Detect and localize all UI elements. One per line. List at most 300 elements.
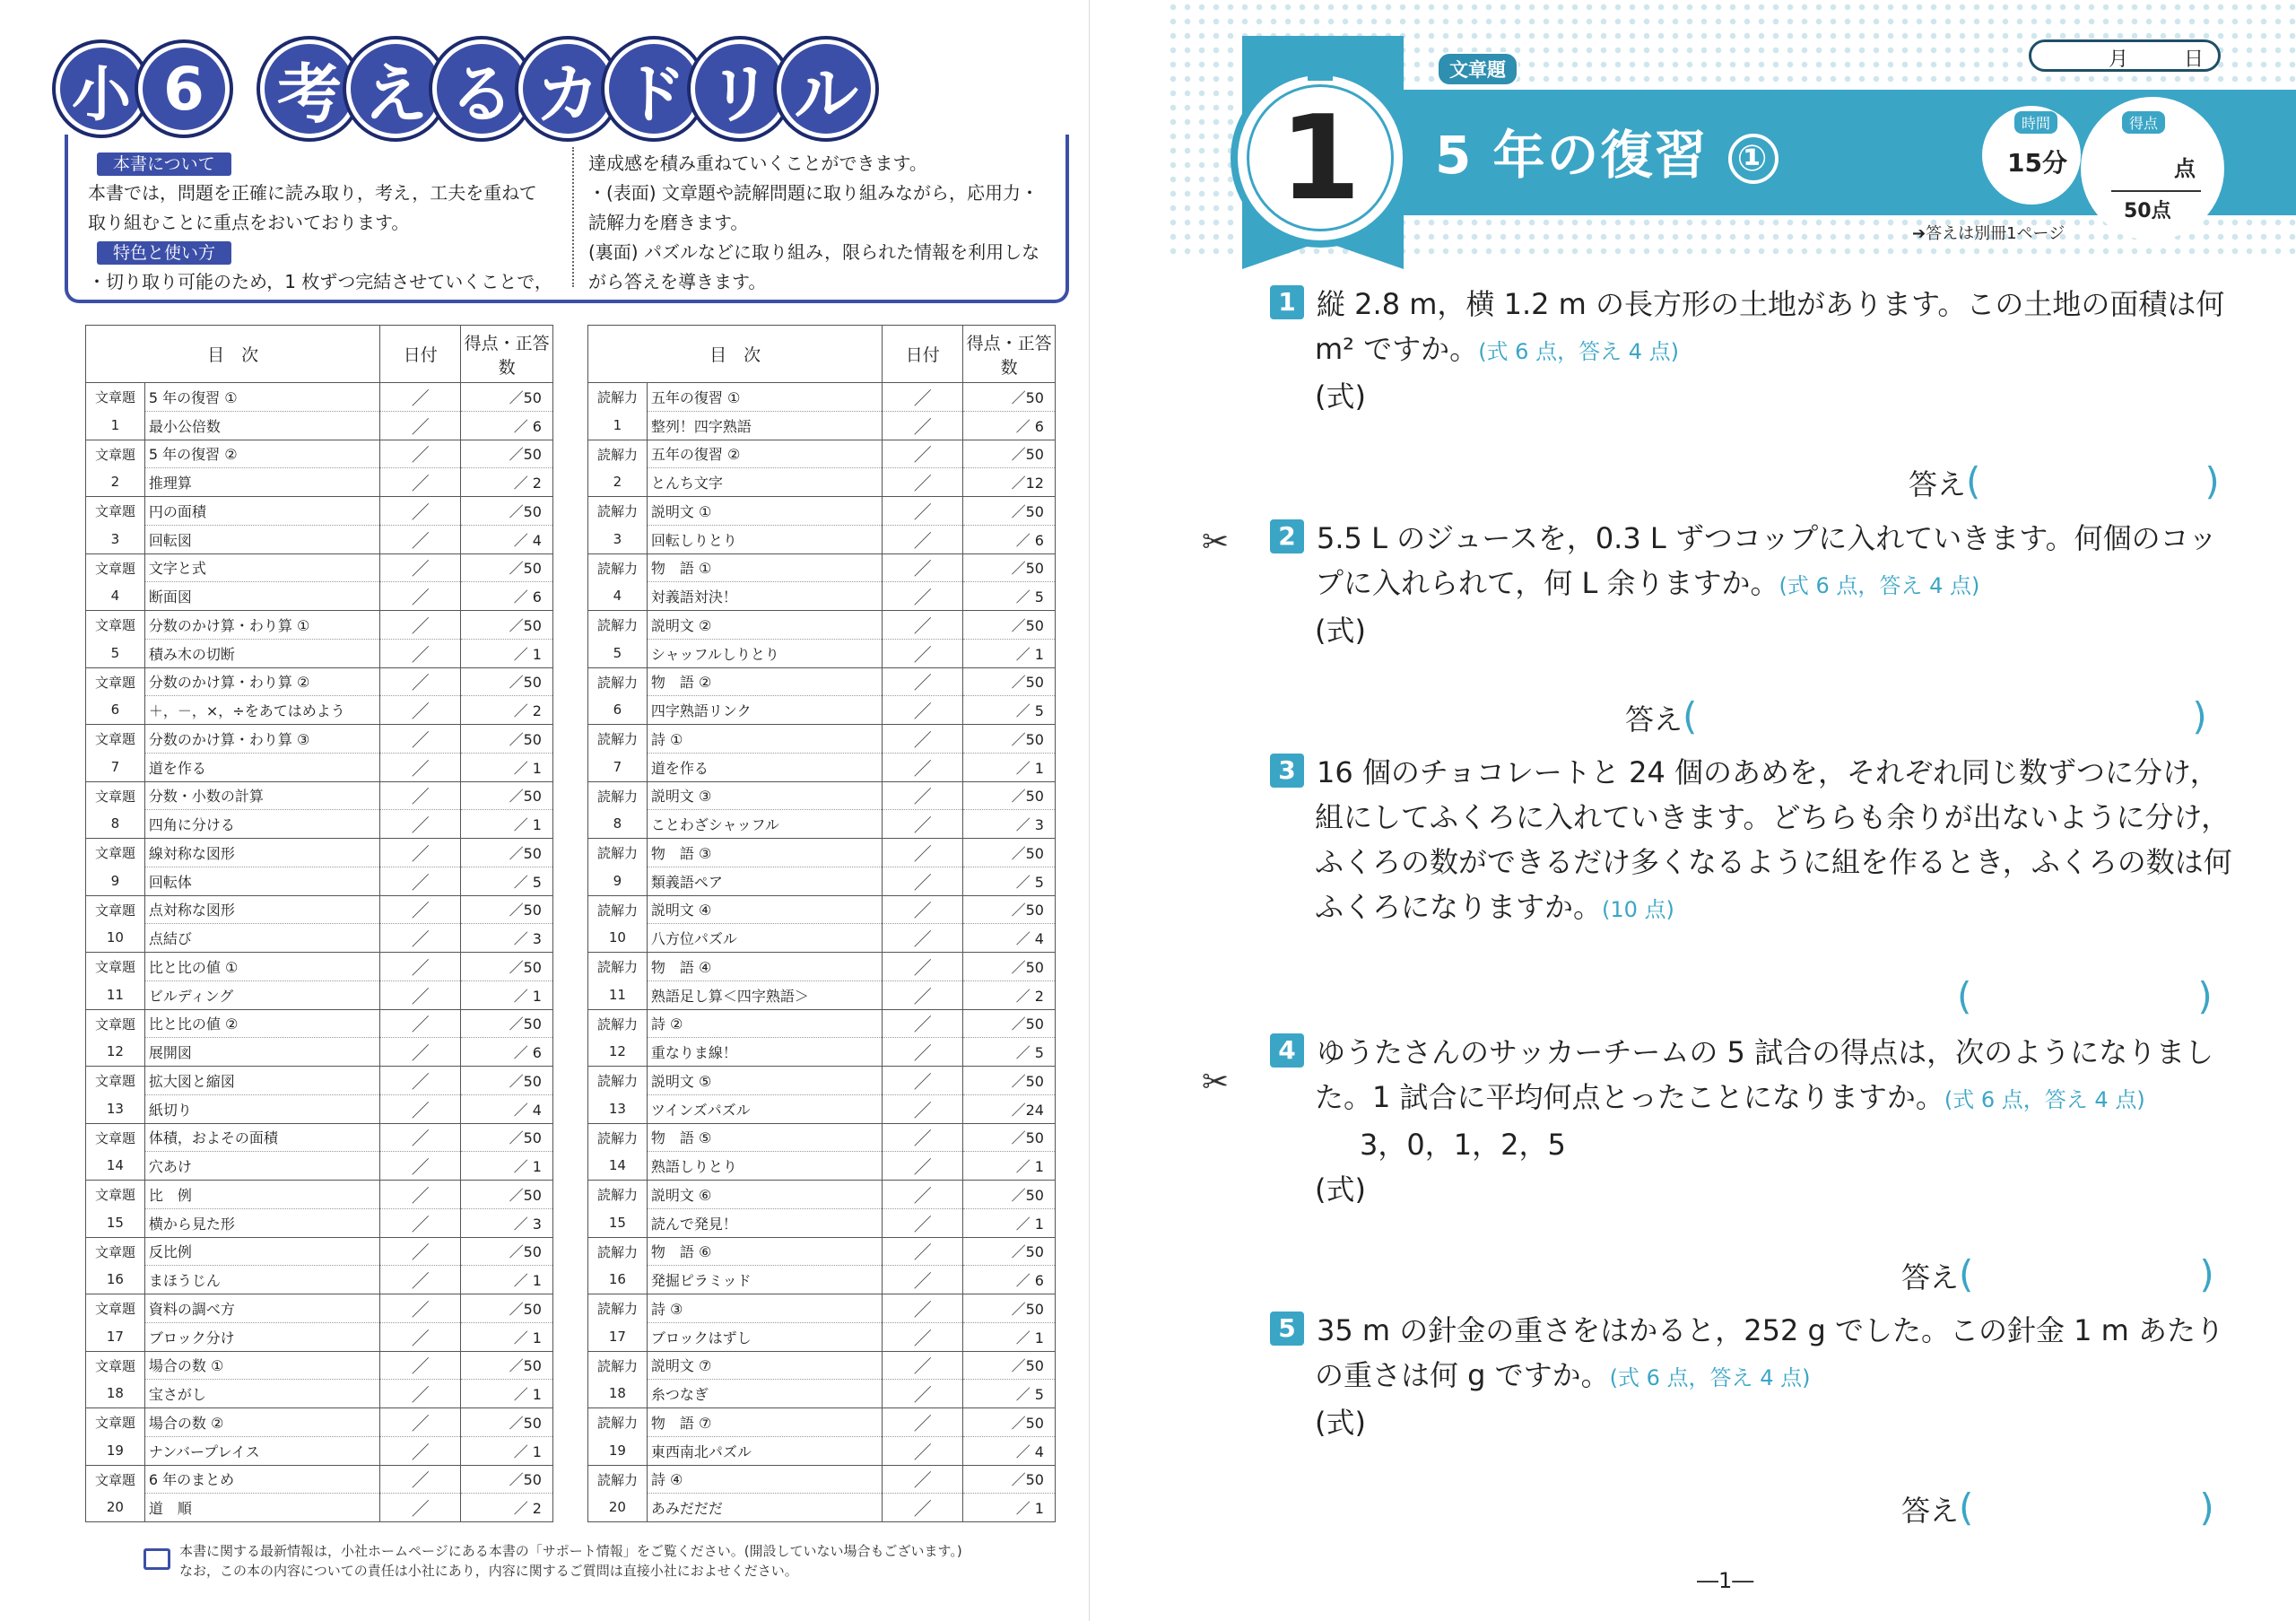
toc-date-cell[interactable]: ／ bbox=[380, 924, 461, 953]
question-text: の重さは何 g ですか。 bbox=[1315, 1358, 1610, 1392]
toc-score-cell[interactable]: ／ 2 bbox=[461, 1494, 553, 1522]
about-tag: 本書について bbox=[97, 153, 231, 176]
date-field[interactable] bbox=[2029, 39, 2221, 72]
formula-label: (式) bbox=[1315, 1172, 1366, 1207]
book-title bbox=[56, 39, 863, 138]
toc-score-cell[interactable]: ／ 3 bbox=[461, 1208, 553, 1237]
toc-date-cell[interactable]: ／ bbox=[380, 980, 461, 1009]
toc-score-cell[interactable]: ／ 5 bbox=[963, 1380, 1056, 1408]
question-points: (式 6 点，答え 4 点) bbox=[1944, 1087, 2145, 1112]
toc-date-cell[interactable]: ／ bbox=[883, 1009, 963, 1038]
toc-title: 分数のかけ算・わり算 ② bbox=[144, 667, 379, 696]
toc-date-cell[interactable]: ／ bbox=[883, 1152, 963, 1181]
toc-date-cell[interactable]: ／ bbox=[380, 611, 461, 640]
toc-title: シャッフルしりとり bbox=[647, 639, 882, 667]
toc-title: 説明文 ① bbox=[647, 497, 882, 526]
toc-category: 文章題 bbox=[86, 781, 145, 810]
feature-tag: 特色と使い方 bbox=[97, 241, 231, 265]
toc-score-cell[interactable]: ／50 bbox=[963, 895, 1056, 924]
toc-score-cell[interactable]: ／ 3 bbox=[963, 810, 1056, 839]
toc-score-cell[interactable]: ／50 bbox=[461, 781, 553, 810]
toc-row bbox=[588, 1038, 1056, 1067]
toc-score-cell[interactable]: ／50 bbox=[963, 1237, 1056, 1266]
toc-date-cell[interactable]: ／ bbox=[380, 1380, 461, 1408]
toc-category: 文章題 bbox=[86, 1181, 145, 1209]
toc-date-cell[interactable]: ／ bbox=[883, 810, 963, 839]
paren-close: ) bbox=[2205, 459, 2220, 503]
toc-date-cell[interactable]: ／ bbox=[883, 867, 963, 895]
toc-date-cell[interactable]: ／ bbox=[883, 1067, 963, 1095]
toc-score-cell[interactable]: ／ 5 bbox=[963, 1038, 1056, 1067]
toc-title: 詩 ③ bbox=[647, 1294, 882, 1323]
paren-close: ) bbox=[2199, 1486, 2214, 1529]
toc-number: 3 bbox=[588, 525, 648, 553]
toc-number: 13 bbox=[86, 1094, 145, 1123]
toc-title: とんち文字 bbox=[647, 468, 882, 497]
toc-date-cell[interactable]: ／ bbox=[380, 1266, 461, 1294]
toc-score-cell[interactable]: ／50 bbox=[963, 497, 1056, 526]
toc-number: 2 bbox=[86, 468, 145, 497]
toc-score-cell[interactable]: ／50 bbox=[963, 440, 1056, 468]
toc-date-cell[interactable]: ／ bbox=[380, 1181, 461, 1209]
toc-row bbox=[86, 497, 553, 526]
toc-score-cell[interactable]: ／50 bbox=[461, 497, 553, 526]
toc-score-cell[interactable]: ／50 bbox=[461, 611, 553, 640]
toc-score-cell[interactable]: ／ 1 bbox=[461, 1322, 553, 1351]
toc-row bbox=[588, 411, 1056, 440]
toc-date-cell[interactable]: ／ bbox=[883, 1465, 963, 1494]
toc-title: 詩 ④ bbox=[647, 1465, 882, 1494]
toc-row bbox=[588, 1494, 1056, 1522]
toc-score-cell[interactable]: ／ 5 bbox=[963, 867, 1056, 895]
toc-date-cell[interactable]: ／ bbox=[883, 525, 963, 553]
toc-score-cell[interactable]: ／50 bbox=[963, 1123, 1056, 1152]
toc-row bbox=[86, 924, 553, 953]
toc-title: 積み木の切断 bbox=[144, 639, 379, 667]
toc-date-cell[interactable]: ／ bbox=[380, 810, 461, 839]
toc-date-cell[interactable]: ／ bbox=[380, 725, 461, 754]
toc-date-cell[interactable]: ／ bbox=[380, 1436, 461, 1465]
toc-score-cell[interactable]: ／ 4 bbox=[963, 924, 1056, 953]
toc-date-cell[interactable]: ／ bbox=[380, 1009, 461, 1038]
toc-title: 物 語 ⑥ bbox=[647, 1237, 882, 1266]
toc-date-cell[interactable]: ／ bbox=[380, 867, 461, 895]
toc-score-cell[interactable]: ／12 bbox=[963, 468, 1056, 497]
toc-date-cell[interactable]: ／ bbox=[380, 497, 461, 526]
toc-row bbox=[588, 895, 1056, 924]
grade-char: 小 bbox=[56, 43, 147, 135]
toc-header-title: 目 次 bbox=[86, 326, 380, 383]
question-text: プに入れられて，何 L 余りますか。 bbox=[1315, 566, 1779, 600]
toc-title: 熟語しりとり bbox=[647, 1152, 882, 1181]
score-data: 3，0，1，2，5 bbox=[1360, 1128, 1566, 1162]
toc-row bbox=[86, 867, 553, 895]
toc-date-cell[interactable]: ／ bbox=[883, 924, 963, 953]
answer-label: 答え bbox=[1909, 467, 1967, 501]
toc-score-cell[interactable]: ／ 4 bbox=[461, 525, 553, 553]
toc-score-cell[interactable]: ／ 1 bbox=[963, 1208, 1056, 1237]
answer-field-2[interactable] bbox=[1625, 694, 2207, 738]
toc-title: 6 年のまとめ bbox=[144, 1465, 379, 1494]
toc-number: 11 bbox=[588, 980, 648, 1009]
toc-score-cell[interactable]: ／ 1 bbox=[461, 639, 553, 667]
toc-date-cell[interactable]: ／ bbox=[380, 1322, 461, 1351]
toc-number: 9 bbox=[86, 867, 145, 895]
toc-category: 文章題 bbox=[86, 383, 145, 412]
answer-field-3[interactable] bbox=[1957, 974, 2213, 1018]
toc-date-cell[interactable]: ／ bbox=[380, 1038, 461, 1067]
toc-date-cell[interactable]: ／ bbox=[380, 1152, 461, 1181]
toc-score-cell[interactable]: ／ 6 bbox=[963, 1266, 1056, 1294]
toc-score-cell[interactable]: ／50 bbox=[963, 1351, 1056, 1380]
toc-score-cell[interactable]: ／ 1 bbox=[461, 1152, 553, 1181]
toc-title: 体積，およその面積 bbox=[144, 1123, 379, 1152]
title-char: ド bbox=[604, 39, 703, 138]
toc-date-cell[interactable]: ／ bbox=[883, 1322, 963, 1351]
toc-date-cell[interactable]: ／ bbox=[883, 611, 963, 640]
toc-number: 20 bbox=[86, 1494, 145, 1522]
toc-category: 読解力 bbox=[588, 1237, 648, 1266]
toc-score-cell[interactable]: ／ 4 bbox=[963, 1436, 1056, 1465]
toc-header-date: 日付 bbox=[380, 326, 461, 383]
toc-number: 18 bbox=[86, 1380, 145, 1408]
toc-date-cell[interactable]: ／ bbox=[883, 1380, 963, 1408]
question-points: (式 6 点，答え 4 点) bbox=[1478, 339, 1679, 364]
paren-close: ) bbox=[2197, 974, 2213, 1018]
toc-score-cell[interactable]: ／50 bbox=[461, 667, 553, 696]
toc-number: 4 bbox=[86, 582, 145, 611]
toc-score-cell[interactable]: ／ 6 bbox=[963, 525, 1056, 553]
toc-date-cell[interactable]: ／ bbox=[883, 1408, 963, 1437]
toc-score-cell[interactable]: ／ 1 bbox=[461, 753, 553, 781]
toc-title: 説明文 ⑦ bbox=[647, 1351, 882, 1380]
toc-row bbox=[86, 781, 553, 810]
toc-row bbox=[588, 1067, 1056, 1095]
toc-category: 文章題 bbox=[86, 1067, 145, 1095]
toc-date-cell[interactable]: ／ bbox=[883, 383, 963, 412]
toc-date-cell[interactable]: ／ bbox=[883, 667, 963, 696]
toc-date-cell[interactable]: ／ bbox=[883, 468, 963, 497]
toc-score-cell[interactable]: ／24 bbox=[963, 1094, 1056, 1123]
toc-category: 文章題 bbox=[86, 895, 145, 924]
toc-date-cell[interactable]: ／ bbox=[883, 553, 963, 582]
toc-date-cell[interactable]: ／ bbox=[380, 781, 461, 810]
toc-date-cell[interactable]: ／ bbox=[380, 1351, 461, 1380]
toc-date-cell[interactable]: ／ bbox=[380, 839, 461, 867]
toc-number: 17 bbox=[588, 1322, 648, 1351]
toc-category: 読解力 bbox=[588, 440, 648, 468]
toc-score-cell[interactable]: ／ 1 bbox=[963, 1152, 1056, 1181]
toc-title: 反比例 bbox=[144, 1237, 379, 1266]
toc-date-cell[interactable]: ／ bbox=[883, 1494, 963, 1522]
toc-score-cell[interactable]: ／50 bbox=[461, 553, 553, 582]
toc-date-cell[interactable]: ／ bbox=[883, 725, 963, 754]
toc-score-cell[interactable]: ／ 3 bbox=[461, 924, 553, 953]
toc-category: 文章題 bbox=[86, 1009, 145, 1038]
toc-title: 横から見た形 bbox=[144, 1208, 379, 1237]
toc-row bbox=[86, 667, 553, 696]
toc-row bbox=[588, 1152, 1056, 1181]
toc-date-cell[interactable]: ／ bbox=[380, 383, 461, 412]
toc-row bbox=[588, 1322, 1056, 1351]
toc-score-cell[interactable]: ／50 bbox=[963, 611, 1056, 640]
toc-date-cell[interactable]: ／ bbox=[883, 411, 963, 440]
question-points: (式 6 点，答え 4 点) bbox=[1609, 1365, 1811, 1390]
toc-number: 5 bbox=[588, 639, 648, 667]
toc-date-cell[interactable]: ／ bbox=[380, 1067, 461, 1095]
toc-score-cell[interactable]: ／ 1 bbox=[461, 1380, 553, 1408]
toc-score-cell[interactable]: ／ 1 bbox=[461, 1266, 553, 1294]
toc-date-cell[interactable]: ／ bbox=[883, 1436, 963, 1465]
toc-score-cell[interactable]: ／50 bbox=[963, 953, 1056, 981]
footer-note bbox=[179, 1541, 1040, 1581]
about-column-left bbox=[88, 149, 554, 297]
toc-row bbox=[588, 1380, 1056, 1408]
toc-date-cell[interactable]: ／ bbox=[883, 1181, 963, 1209]
toc-row bbox=[588, 525, 1056, 553]
toc-row bbox=[86, 1351, 553, 1380]
toc-title: ツインズパズル bbox=[647, 1094, 882, 1123]
toc-score-cell[interactable]: ／50 bbox=[963, 1294, 1056, 1323]
toc-score-cell[interactable]: ／ 2 bbox=[461, 696, 553, 725]
toc-score-cell[interactable]: ／50 bbox=[963, 781, 1056, 810]
toc-score-cell[interactable]: ／50 bbox=[963, 553, 1056, 582]
toc-score-cell[interactable]: ／ 1 bbox=[963, 1322, 1056, 1351]
answer-field-1[interactable] bbox=[1909, 459, 2220, 503]
grade-char: 6 bbox=[138, 43, 230, 135]
toc-date-cell[interactable]: ／ bbox=[883, 753, 963, 781]
question-1 bbox=[1270, 282, 2266, 419]
page-number: ―1― bbox=[1697, 1568, 1754, 1593]
toc-date-cell[interactable]: ／ bbox=[380, 525, 461, 553]
toc-score-cell[interactable]: ／50 bbox=[461, 440, 553, 468]
toc-score-cell[interactable]: ／50 bbox=[461, 1408, 553, 1437]
toc-title: 資料の調べ方 bbox=[144, 1294, 379, 1323]
toc-category: 読解力 bbox=[588, 383, 648, 412]
toc-score-cell[interactable]: ／ 2 bbox=[963, 980, 1056, 1009]
toc-number: 9 bbox=[588, 867, 648, 895]
answer-field-5[interactable] bbox=[1901, 1486, 2214, 1529]
toc-date-cell[interactable]: ／ bbox=[883, 839, 963, 867]
toc-score-cell[interactable]: ／50 bbox=[963, 1181, 1056, 1209]
toc-date-cell[interactable]: ／ bbox=[883, 582, 963, 611]
toc-date-cell[interactable]: ／ bbox=[380, 1408, 461, 1437]
toc-date-cell[interactable]: ／ bbox=[883, 1294, 963, 1323]
toc-date-cell[interactable]: ／ bbox=[380, 1123, 461, 1152]
left-page bbox=[0, 0, 1090, 1621]
toc-row bbox=[588, 611, 1056, 640]
title-char: 考 bbox=[260, 39, 359, 138]
toc-title: 糸つなぎ bbox=[647, 1380, 882, 1408]
toc-date-cell[interactable]: ／ bbox=[380, 1494, 461, 1522]
toc-title: 物 語 ⑦ bbox=[647, 1408, 882, 1437]
toc-score-cell[interactable]: ／50 bbox=[461, 953, 553, 981]
toc-number: 4 bbox=[588, 582, 648, 611]
toc-date-cell[interactable]: ／ bbox=[883, 895, 963, 924]
toc-score-cell[interactable]: ／ 6 bbox=[461, 1038, 553, 1067]
toc-category: 文章題 bbox=[86, 1294, 145, 1323]
toc-row bbox=[588, 810, 1056, 839]
toc-score-cell[interactable]: ／ 6 bbox=[963, 411, 1056, 440]
paren-open: ( bbox=[1959, 1486, 1974, 1529]
question-text: ふくろになりますか。 bbox=[1315, 890, 1603, 924]
toc-score-cell[interactable]: ／50 bbox=[461, 725, 553, 754]
toc-score-cell[interactable]: ／ 6 bbox=[461, 582, 553, 611]
toc-score-cell[interactable]: ／50 bbox=[461, 1237, 553, 1266]
toc-score-cell[interactable]: ／50 bbox=[461, 383, 553, 412]
toc-row bbox=[588, 1094, 1056, 1123]
toc-score-cell[interactable]: ／50 bbox=[461, 1351, 553, 1380]
toc-score-cell[interactable]: ／50 bbox=[461, 1465, 553, 1494]
toc-row bbox=[588, 582, 1056, 611]
toc-score-cell[interactable]: ／ 1 bbox=[963, 753, 1056, 781]
toc-table-math bbox=[85, 325, 553, 1522]
score-total: 50点 bbox=[2124, 200, 2171, 222]
toc-date-cell[interactable]: ／ bbox=[380, 1465, 461, 1494]
toc-score-cell[interactable]: ／50 bbox=[963, 1067, 1056, 1095]
toc-date-cell[interactable]: ／ bbox=[883, 440, 963, 468]
toc-date-cell[interactable]: ／ bbox=[380, 553, 461, 582]
toc-row bbox=[588, 696, 1056, 725]
formula-label: (式) bbox=[1315, 1406, 1366, 1440]
toc-date-cell[interactable]: ／ bbox=[380, 895, 461, 924]
toc-title: 穴あけ bbox=[144, 1152, 379, 1181]
toc-row bbox=[588, 1408, 1056, 1437]
footer-line-2: なお，この本の内容についての責任は小社にあり，内容に関するご質問は直接小社におよせください。 bbox=[179, 1563, 798, 1579]
toc-category: 読解力 bbox=[588, 553, 648, 582]
lesson-medal bbox=[1231, 68, 1410, 248]
toc-score-cell[interactable]: ／ 5 bbox=[461, 867, 553, 895]
toc-date-cell[interactable]: ／ bbox=[380, 696, 461, 725]
toc-date-cell[interactable]: ／ bbox=[380, 639, 461, 667]
toc-row bbox=[86, 725, 553, 754]
toc-date-cell[interactable]: ／ bbox=[883, 1123, 963, 1152]
toc-date-cell[interactable]: ／ bbox=[380, 468, 461, 497]
answer-label: 答え bbox=[1901, 1260, 1960, 1294]
feature-text-1: ・切り取り可能のため，1 枚ずつ完結させていくことで， bbox=[88, 271, 552, 292]
paren-open: ( bbox=[1957, 974, 1972, 1018]
toc-score-cell[interactable]: ／ 1 bbox=[963, 639, 1056, 667]
toc-title: 点対称な図形 bbox=[144, 895, 379, 924]
toc-number: 1 bbox=[86, 411, 145, 440]
toc-date-cell[interactable]: ／ bbox=[380, 440, 461, 468]
toc-category: 文章題 bbox=[86, 839, 145, 867]
toc-score-cell[interactable]: ／50 bbox=[461, 1067, 553, 1095]
toc-row bbox=[86, 1266, 553, 1294]
toc-score-cell[interactable]: ／ 1 bbox=[963, 1494, 1056, 1522]
toc-row bbox=[588, 753, 1056, 781]
toc-title: 5 年の復習 ① bbox=[144, 383, 379, 412]
toc-score-cell[interactable]: ／50 bbox=[963, 725, 1056, 754]
toc-score-cell[interactable]: ／50 bbox=[963, 667, 1056, 696]
date-month-label: 月 bbox=[2109, 48, 2129, 71]
toc-score-cell[interactable]: ／50 bbox=[461, 1009, 553, 1038]
toc-date-cell[interactable]: ／ bbox=[380, 582, 461, 611]
toc-score-cell[interactable]: ／50 bbox=[963, 839, 1056, 867]
toc-score-cell[interactable]: ／50 bbox=[461, 1123, 553, 1152]
toc-title: 説明文 ⑤ bbox=[647, 1067, 882, 1095]
toc-score-cell[interactable]: ／ 5 bbox=[963, 696, 1056, 725]
toc-score-cell[interactable]: ／50 bbox=[461, 1181, 553, 1209]
toc-category: 読解力 bbox=[588, 1351, 648, 1380]
toc-date-cell[interactable]: ／ bbox=[883, 696, 963, 725]
toc-row bbox=[86, 582, 553, 611]
toc-score-cell[interactable]: ／ 1 bbox=[461, 1436, 553, 1465]
toc-score-cell[interactable]: ／ 1 bbox=[461, 980, 553, 1009]
toc-score-cell[interactable]: ／50 bbox=[963, 1465, 1056, 1494]
toc-title: 線対称な図形 bbox=[144, 839, 379, 867]
toc-date-cell[interactable]: ／ bbox=[380, 753, 461, 781]
toc-date-cell[interactable]: ／ bbox=[883, 1266, 963, 1294]
toc-date-cell[interactable]: ／ bbox=[883, 781, 963, 810]
time-label: 時間 bbox=[2014, 111, 2057, 134]
toc-title: 分数のかけ算・わり算 ① bbox=[144, 611, 379, 640]
toc-score-cell[interactable]: ／50 bbox=[461, 1294, 553, 1323]
toc-score-cell[interactable]: ／ 1 bbox=[461, 810, 553, 839]
toc-score-cell[interactable]: ／ 4 bbox=[461, 1094, 553, 1123]
answer-field-4[interactable] bbox=[1901, 1252, 2214, 1296]
toc-date-cell[interactable]: ／ bbox=[380, 667, 461, 696]
toc-row bbox=[588, 1181, 1056, 1209]
toc-date-cell[interactable]: ／ bbox=[883, 1038, 963, 1067]
toc-score-cell[interactable]: ／50 bbox=[461, 895, 553, 924]
question-3 bbox=[1270, 750, 2266, 932]
toc-title: 四字熟語リンク bbox=[647, 696, 882, 725]
toc-date-cell[interactable]: ／ bbox=[380, 1208, 461, 1237]
toc-date-cell[interactable]: ／ bbox=[883, 1094, 963, 1123]
toc-row bbox=[86, 696, 553, 725]
toc-date-cell[interactable]: ／ bbox=[883, 1237, 963, 1266]
scissors-icon: ✂ bbox=[1202, 1064, 1230, 1101]
toc-date-cell[interactable]: ／ bbox=[883, 497, 963, 526]
toc-date-cell[interactable]: ／ bbox=[380, 411, 461, 440]
toc-date-cell[interactable]: ／ bbox=[380, 953, 461, 981]
category-tag: 文章題 bbox=[1437, 52, 1518, 86]
toc-category: 文章題 bbox=[86, 1123, 145, 1152]
toc-row bbox=[86, 1436, 553, 1465]
toc-score-cell[interactable]: ／50 bbox=[963, 1009, 1056, 1038]
toc-row bbox=[86, 1123, 553, 1152]
toc-title: 五年の復習 ② bbox=[647, 440, 882, 468]
toc-number: 16 bbox=[86, 1266, 145, 1294]
toc-score-cell[interactable]: ／ 5 bbox=[963, 582, 1056, 611]
toc-score-cell[interactable]: ／50 bbox=[963, 383, 1056, 412]
question-text: ふくろの数ができるだけ多くなるように組を作るとき，ふくろの数は何 bbox=[1315, 845, 2232, 879]
toc-date-cell[interactable]: ／ bbox=[883, 1351, 963, 1380]
toc-score-cell[interactable]: ／ 2 bbox=[461, 468, 553, 497]
toc-number: 20 bbox=[588, 1494, 648, 1522]
toc-date-cell[interactable]: ／ bbox=[883, 980, 963, 1009]
toc-category: 読解力 bbox=[588, 667, 648, 696]
toc-score-cell[interactable]: ／50 bbox=[461, 839, 553, 867]
toc-date-cell[interactable]: ／ bbox=[380, 1237, 461, 1266]
toc-date-cell[interactable]: ／ bbox=[883, 953, 963, 981]
toc-date-cell[interactable]: ／ bbox=[883, 639, 963, 667]
toc-date-cell[interactable]: ／ bbox=[380, 1294, 461, 1323]
toc-category: 文章題 bbox=[86, 1237, 145, 1266]
toc-row bbox=[588, 725, 1056, 754]
paren-close: ) bbox=[2192, 694, 2207, 738]
toc-row bbox=[588, 497, 1056, 526]
toc-date-cell[interactable]: ／ bbox=[883, 1208, 963, 1237]
lesson-title-text: 5 年の復習 bbox=[1435, 125, 1709, 186]
toc-score-cell[interactable]: ／ 6 bbox=[461, 411, 553, 440]
paren-open: ( bbox=[1683, 694, 1698, 738]
toc-score-cell[interactable]: ／50 bbox=[963, 1408, 1056, 1437]
toc-title: 展開図 bbox=[144, 1038, 379, 1067]
toc-number: 3 bbox=[86, 525, 145, 553]
toc-date-cell[interactable]: ／ bbox=[380, 1094, 461, 1123]
